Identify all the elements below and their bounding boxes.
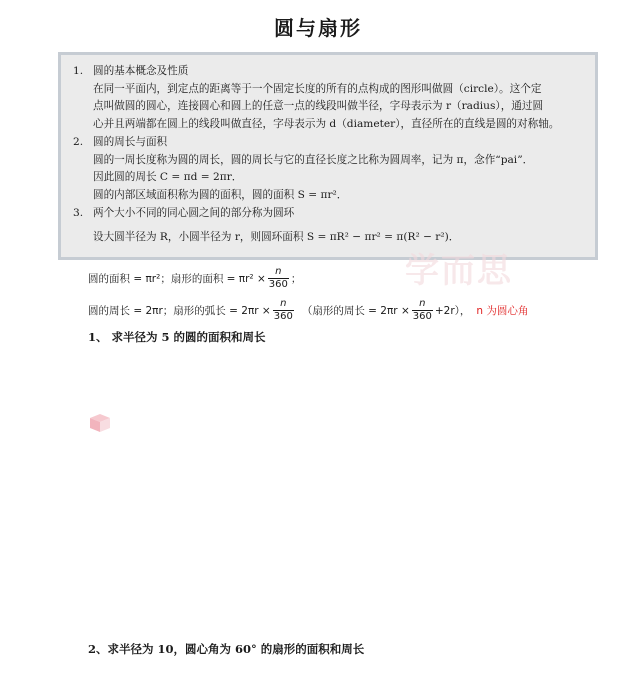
fraction-numerator: n (275, 266, 282, 277)
formula-perimeter (88, 298, 528, 323)
fraction-denominator: 360 (273, 311, 293, 322)
fraction (273, 298, 294, 323)
question-1: 1、 求半径为 5 的圆的面积和周长 (88, 330, 266, 344)
item-heading: 圆的周长与面积 (93, 136, 168, 148)
item-number: 3. (73, 207, 84, 219)
knowledge-item-3 (73, 205, 589, 246)
item-number: 1. (73, 65, 84, 77)
formula-perimeter-text: 圆的周长 = 2πr；扇形的弧长 = 2πr × (88, 305, 271, 317)
formula-area-text: 圆的面积 = πr²；扇形的面积 = πr² × (88, 273, 266, 285)
fraction (268, 266, 289, 291)
fraction (412, 298, 433, 323)
item-heading: 圆的基本概念及性质 (93, 65, 189, 77)
fraction-denominator: 360 (268, 279, 288, 290)
item-line: 设大圆半径为 R，小圆半径为 r，则圆环面积 S = πR² − πr² = π(R² − r²)． (93, 230, 460, 243)
knowledge-item-2 (73, 134, 589, 204)
formula-area-end: ； (290, 273, 302, 285)
central-angle-note: n 为圆心角 (476, 305, 529, 317)
item-line: 点叫做圆的圆心，连接圆心和圆上的任意一点的线段叫做半径，字母表示为 r（radius），通过圆 (93, 100, 544, 112)
item-line: 圆的内部区域面积称为圆的面积，圆的面积 S = πr²． (93, 188, 348, 201)
item-line: 圆的一周长度称为圆的周长，圆的周长与它的直径长度之比称为圆周率，记为 π，念作“pai”． (93, 153, 534, 166)
watermark-logo: 学而思 (405, 251, 513, 291)
knowledge-box (58, 52, 598, 260)
fraction-numerator: n (419, 298, 426, 309)
knowledge-item-1 (73, 63, 589, 133)
question-2: 2、求半径为 10，圆心角为 60° 的扇形的面积和周长 (88, 642, 365, 656)
page-title: 圆与扇形 (274, 16, 362, 40)
cube-logo-icon (86, 412, 114, 434)
fraction-numerator: n (280, 298, 287, 309)
fraction-denominator: 360 (412, 311, 432, 322)
item-line: 因此圆的周长 C = πd = 2πr． (93, 171, 243, 183)
item-line: 心并且两端都在圆上的线段叫做直径，字母表示为 d（diameter），直径所在的直线是圆的对称轴。 (93, 117, 560, 130)
formula-area (88, 266, 301, 291)
formula-sector-perimeter-text: （扇形的周长 = 2πr × (301, 305, 410, 317)
item-number: 2. (73, 136, 84, 148)
item-heading: 两个大小不同的同心圆之间的部分称为圆环 (93, 207, 295, 219)
formula-perimeter-end: +2r）， (434, 305, 471, 317)
item-line: 在同一平面内，到定点的距离等于一个固定长度的所有的点构成的图形叫做圆（circle）。这个定 (93, 82, 542, 95)
